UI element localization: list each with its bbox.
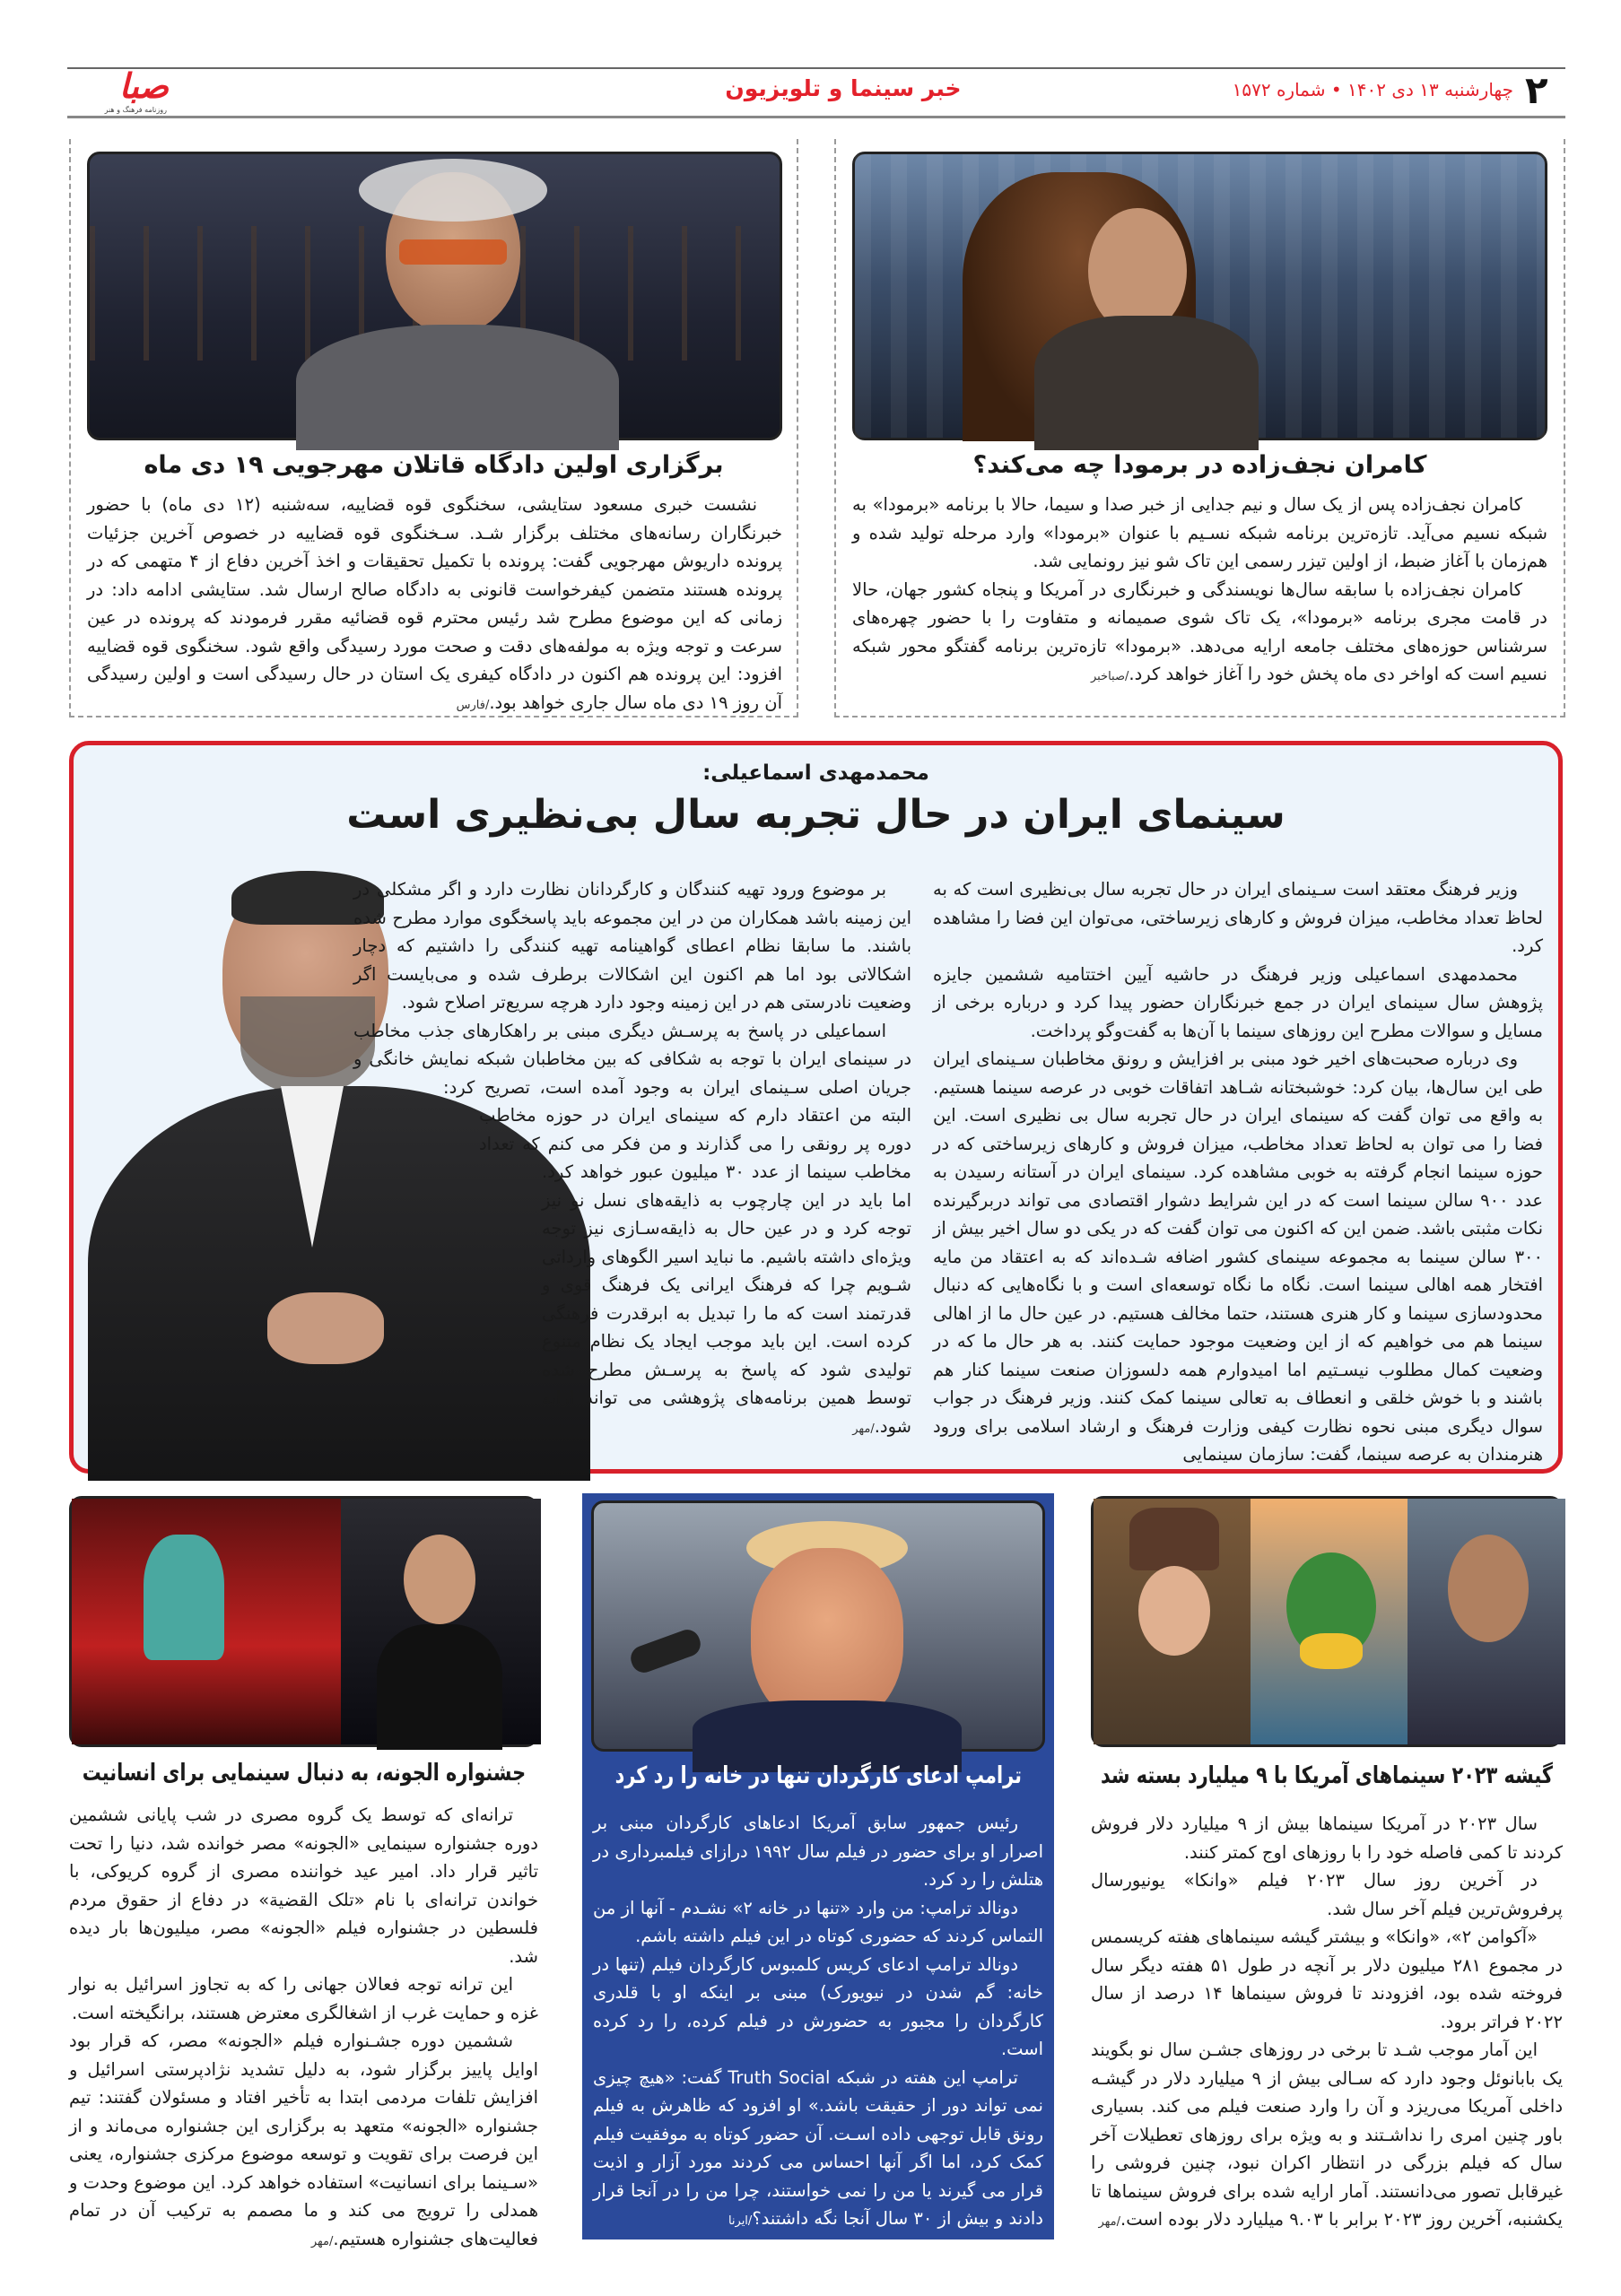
photo-el-gouna-festival: [69, 1496, 538, 1747]
paragraph: در آخرین روز سال ۲۰۲۳ فیلم «وانکا» یونیورسال پرفروش‌ترین فیلم آخر سال شد.: [1091, 1870, 1563, 1919]
news-source: /مهر: [852, 1422, 875, 1436]
main-article-esmaeili: [69, 741, 1563, 1474]
news-source: /ایرنا: [728, 2214, 753, 2228]
paragraph: این ترانه توجه فعالان جهانی را که به تجاوز اسرائیل به نوار غزه و حمایت غرب از اشغالگری معترض هستند، برانگیخته است.: [69, 1974, 538, 2023]
person-jacket: [1034, 316, 1259, 450]
paragraph: دونالد ترامپ: من وارد «تنها در خانه ۲» نشـدم - آنها از من التماس کردند که حضوری کوتاه در این فیلم داشته باشم.: [593, 1897, 1043, 1946]
article-body: [852, 491, 1547, 710]
photo-movie-posters: [1091, 1496, 1563, 1747]
paragraph: وی درباره صحبت‌های اخیر خود مبنی بر افزایش و رونق مخاطبان سـینمای ایران طی این سال‌ها، بیان کرد: خوشبختانه شـاهد اتفاقات خوبی در عرصه سینما هستیم. به واقع می توان گفت که سینمای ایران در حال تجربه سال بی نظیری است. این فضا را می توان به لحاظ تعداد مخاطب، میزان فروش و کارهای زیرساختی که در حوزه سینما انجام گرفته به خوبی مشاهده کرد. سینمای ایران در آستانه رسیدن به عدد ۹۰۰ سالن سینما است که در این شرایط دشوار اقتصادی می تواند دربرگیرنده نکات مثبتی باشد. ضمن این که اکنون می توان گفت که در یکی دو سال اخیر بیش از ۳۰۰ سالن سینما به مجموعه سینمای کشور اضافه شـده‌اند که به اعتقاد من مایه افتخار همه اهالی سینما است. نگاه ما نگاه توسعه‌ای است و با نگاه‌هایی که دنبال محدودسازی سینما و کار هنری هستند، حتما مخالف هستیم. در عین حال ما از اهالی سینما هم می خواهیم که از این وضعیت موجود حمایت کنند. به هر حال ما که در وضعیت کمال مطلوب نیسـتیم اما امیدوارم همه دلسوزان صنعت سینما کنار هم باشند و با خوش خلقی و انعطاف به تعالی سینما کمک کنند. وزیر فرهنگ در جواب سوال دیگری مبنی نحوه نظارت کیفی وزارت فرهنگ و ارشاد اسلامی برای ورود هنرمندان به عرصه سینما، گفت: سازمان سینمایی: [933, 1048, 1543, 1465]
photo-kamran-najafzadeh: [852, 152, 1547, 440]
main-left-column: [353, 875, 911, 1449]
newspaper-logo: [70, 66, 169, 117]
section-title: خبر سینما و تلویزیون: [725, 75, 962, 101]
article-title: ترامپ ادعای کارگردان تنها در خانه را رد کرد: [614, 1762, 1022, 1789]
article-title: سینمای ایران در حال تجربه سال بی‌نظیری است: [346, 792, 1285, 838]
paragraph: محمدمهدی اسماعیلی وزیر فرهنگ در حاشیه آیین اختتامیه ششمین جایزه پژوهش سال سینمای ایران در جمع خبرنگاران حضور پیدا کرد و درباره برخی از مسایل و سوالات مطرح این روزهای سینما با آن‌ها به گفت‌وگو پرداخت.: [933, 963, 1543, 1041]
photo-donald-trump: [591, 1500, 1045, 1752]
article-box-office-body: [1091, 1810, 1563, 2231]
singer-amir-eid: [341, 1499, 541, 1744]
paragraph: دونالد ترامپ ادعای کریس کلمبوس کارگردان فیلم (تنها در خانه: گم شدن در نیویورک) مبنی بر اینکه او با قلدری کارگردان را مجبور به حضورش در فیلم کرده، را رد کرده است.: [593, 1953, 1043, 2059]
paragraph: سال ۲۰۲۳ در آمریکا سینماها بیش از ۹ میلیارد دلار فروش کردند تا کمی فاصله خود را با روزهای اوج کمتر کنند.: [1091, 1813, 1563, 1863]
article-title-box-office: [1091, 1762, 1563, 1789]
dateline: چهارشنبه ۱۳ دی ۱۴۰۲ • شماره ۱۵۷۲: [1232, 79, 1513, 100]
wonka-poster: [1094, 1499, 1251, 1744]
paragraph: اسماعیلی در پاسخ به پرسـش دیگری مبنی بر راهکارهای جذب مخاطب در سینمای ایران با توجه به شکافی که بین مخاطبان شبکه نمایش خانگی و جریان اصلی سـینمای ایران به وجود آمده است، تصریح کرد: البته من اعتقاد دارم که سینمای ایران در حوزه مخاطب دوره پر رونقی را می گذارند و من فکر می کنم که تعداد مخاطب سینما از عدد ۳۰ میلیون عبور خواهد کرد. اما باید در این چارچوب به ذایقه‌های نسل نو نیز توجه کرد و در عین حال به ذایقه‌سـازی نیز توجه ویژه‌ای داشته باشیم. ما نباید اسیر الگوهای وارداتی شـویم چرا که فرهنگ ایرانی یک فرهنگ قوی و قدرتمند است که ما را تبدیل به ابرقدرت فرهنگی کرده است. این باید موجب ایجاد یک نظام متنوع تولیدی شود که پاسخ به پرسـش مطرح شده توسط همین برنامه‌های پژوهشی می تواند ارایه شود./مهر: [353, 1020, 911, 1437]
news-source: /صباخبر: [1090, 670, 1129, 683]
paragraph: بر موضوع ورود تهیه کنندگان و کارگردانان نظارت دارد و اگر مشکلی در این زمینه باشد همکاران من در این مجموعه باید پاسخگوی موارد مطرح شده باشند. ما سابقا نظام اعطای گواهینامه تهیه کنندگی را داشتیم که دچار اشکالاتی بود اما هم اکنون این اشکالات برطرف شده و می‌بایست اگر وضعیت نادرستی هم در این زمینه وجود دارد هرچه سریع‌تر اصلاح شود.: [353, 879, 911, 1013]
paragraph: نشست خبری مسعود ستایشی، سخنگوی قوه قضاییه، سه‌شنبه (۱۲ دی ماه) با حضور خبرنگاران رسانه‌های مختلف برگزار شـد. سـخنگوی قوه قضاییه در خصوص آخرین جزئیات پرونده داریوش مهرجویی گفت: پرونده با تکمیل تحقیقات و اخذ آخرین دفاع از ۴ متهمی که در پرونده هستند متضمن کیفرخواست قانونی به دادگاه صالح ارسال شد. ستایشی ادامه داد: در زمانی که این موضوع مطرح شد رئیس محترم قوه قضائیه مقرر فرمودند که پرونده در عین سرعت و توجه ویژه به مولفه‌های دقت و صحت مورد رسیدگی واقع شود. سخنگوی قوه قضاییه افزود: این پرونده هم اکنون در دادگاه کیفری یک استان در حال رسیدگی است و اولین رسیدگی آن روز ۱۹ دی ماه سال جاری خواهد بود./فارس: [87, 494, 783, 713]
article-title-trump: [582, 1762, 1054, 1789]
paragraph: ترامپ این هفته در شبکه Truth Social گفت: «هیچ چیزی نمی تواند دور از حقیقت باشد.» او افزود که ظاهرش به فیلم رونق قابل توجهی داده اسـت. آن حضور کوتاه به موفقیت فیلم کمک کرد، اما اگر آنها احساس می کردند مورد آزار و اذیت قرار می گیرند یا من را نمی خواستند، چرا من را در آنجا قرار دادند و بیش از ۳۰ سال آنجا نگه داشتند؟/ایرنا: [593, 2066, 1043, 2229]
news-source: /مهر: [310, 2234, 334, 2248]
article-title-el-gouna: [69, 1760, 538, 1787]
paragraph: کامران نجف‌زاده پس از یک سال و نیم جدایی از خبر صدا و سیما، حالا با برنامه «برمودا» به شبکه نسیم می‌آید. تازه‌ترین برنامه شبکه نسـیم با عنوان «برمودا» وارد مرحله تولید شده و هم‌زمان با آغاز ضبط، از اولین تیزر رسمی این تاک شو نیز رونمایی شد.: [852, 494, 1547, 571]
article-title: گیشه ۲۰۲۳ سینماهای آمریکا با ۹ میلیارد بسته شد: [1101, 1762, 1553, 1789]
header-top-rule: [67, 67, 1565, 69]
paragraph: رئیس جمهور سابق آمریکا ادعاهای کارگردان مبنی بر اصرار او برای حضور در فیلم سال ۱۹۹۲ درازای فیلمبرداری در هتلش را رد کرد.: [593, 1813, 1044, 1890]
article-body: [87, 491, 783, 713]
paragraph: ششمین دوره جشـنواره فیلم «الجونه» مصر، که قرار بود اوایل پاییز برگزار شود، به دلیل تشدید نژادپرستی اسرائیل و افزایش تلفات مردمی ابتدا به تأخیر افتاد و مسئولان گفتند: تیم جشنواره «الجونه» متعهد به برگزاری این جشنواره می‌ماند و از این فرصت برای تقویت و توسعه موضوع مرکزی جشنواره، یعنی «سـینما برای انسانیت» استفاده خواهد کرد. این موضوع وحدت و همدلی را ترویج می کند و ما مصمم به ترکیب آن در تمام فعالیت‌های جشنواره هستیم./مهر: [69, 2031, 538, 2249]
photo-dariush-mehrjui: [87, 152, 782, 440]
article-kicker: محمدمهدی اسماعیلی:: [702, 761, 929, 785]
article-najafzadeh: [834, 139, 1565, 718]
person-sweater: [296, 325, 619, 450]
paragraph: «آکوامن ۲»، «وانکا» و بیشتر گیشه سینماهای هفته کریسمس در مجموع ۲۸۱ میلیون دلار بر آنچه در طول ۵۱ هفته دیگر سال فروخته شده بود، افزودند تا فروش سینماها ۱۴ درصد از سال ۲۰۲۲ فراتر برود.: [1091, 1926, 1564, 2032]
article-title: جشنواره الجونه، به دنبال سینمایی برای انسانیت: [82, 1760, 526, 1787]
logo-text: صبا: [118, 66, 169, 106]
news-source: /مهر: [1098, 2215, 1120, 2229]
header-bottom-rule: [67, 116, 1565, 118]
paragraph: ترانه‌ای که توسط یک گروه مصری در شب پایانی ششمین دوره جشنواره سینمایی «الجونه» مصر خوانده شد، دنیا را تحت تاثیر قرار داد. امیر عید خواننده مصری از گروه کریوکی، با خواندن ترانه‌ای با نام «تلک القضیة» در دفاع از حقوق مردم فلسطین در جشنواره فیلم «الجونه» مصر، میلیون‌ها بار دیده شد.: [69, 1805, 538, 1967]
article-body: [593, 1809, 1043, 2231]
article-mehrjui-trial: [69, 139, 798, 718]
main-right-column: [933, 875, 1543, 1465]
paragraph: این آمار موجب شـد تا برخی در روزهای جشـن سال نو بگویند یک بابانوئل وجود دارد که سـالی بیش از ۹ میلیارد دلار در گیشـه داخلی آمریکا می‌ریزد و آن را وارد صنعت فیلم می کند. بسیاری باور چنین امری را نداشـتند و به ویژه برای روزهای تعطیلات آخر سال که فیلم بزرگی در انتظار اکران نبود، چنین فروشی را غیرقابل تصور می‌دانستند. آمار ارایه شده برای فروش سینماها تا یکشنبه، آخرین روز ۲۰۲۳ برابر با ۹.۰۳ میلیارد دلار بوده است./مهر: [1091, 2039, 1564, 2230]
page-number: ۲: [1525, 68, 1548, 112]
top-hat: [1129, 1508, 1219, 1570]
news-source: /فارس: [456, 698, 490, 712]
microphone-icon: [627, 1626, 703, 1676]
migration-poster: [1251, 1499, 1407, 1744]
person-suit: [693, 1700, 962, 1772]
festival-stage: [72, 1499, 341, 1744]
person-hair: [359, 159, 547, 222]
aquaman-poster: [1407, 1499, 1565, 1744]
statue-of-liberty: [144, 1535, 224, 1660]
article-el-gouna-body: [69, 1801, 538, 2292]
article-trump-home-alone: [582, 1493, 1054, 2239]
person-face: [1088, 208, 1187, 334]
orange-glasses: [399, 239, 507, 265]
article-title: برگزاری اولین دادگاه قاتلان مهرجویی ۱۹ دی ماه: [144, 451, 724, 479]
logo-tagline: روزنامه فرهنگ و هنر: [104, 106, 167, 114]
article-title: کامران نجف‌زاده در برمودا چه می‌کند؟: [972, 451, 1427, 479]
paragraph: وزیر فرهنگ معتقد است سـینمای ایران در حال تجربه سال بی‌نظیری است که به لحاظ تعداد مخاطب، میزان فروش و کارهای زیرساختی، می‌توان این فضا را مشاهده کرد.: [933, 879, 1543, 956]
paragraph: کامران نجف‌زاده با سابقه سال‌ها نویسندگی و خبرنگاری در آمریکا و پنجاه کشور جهان، حالا در قامت مجری برنامه «برمودا»، یک تاک شوی صمیمانه و متفاوت را با حضور چهره‌های سرشناس حوزه‌های مختلف جامعه ارایه می‌دهد. «برمودا» تازه‌ترین برنامه گفتگو محور شبکه نسیم است که اواخر دی ماه پخش خود را آغاز خواهد کرد./صباخبر: [852, 578, 1547, 684]
